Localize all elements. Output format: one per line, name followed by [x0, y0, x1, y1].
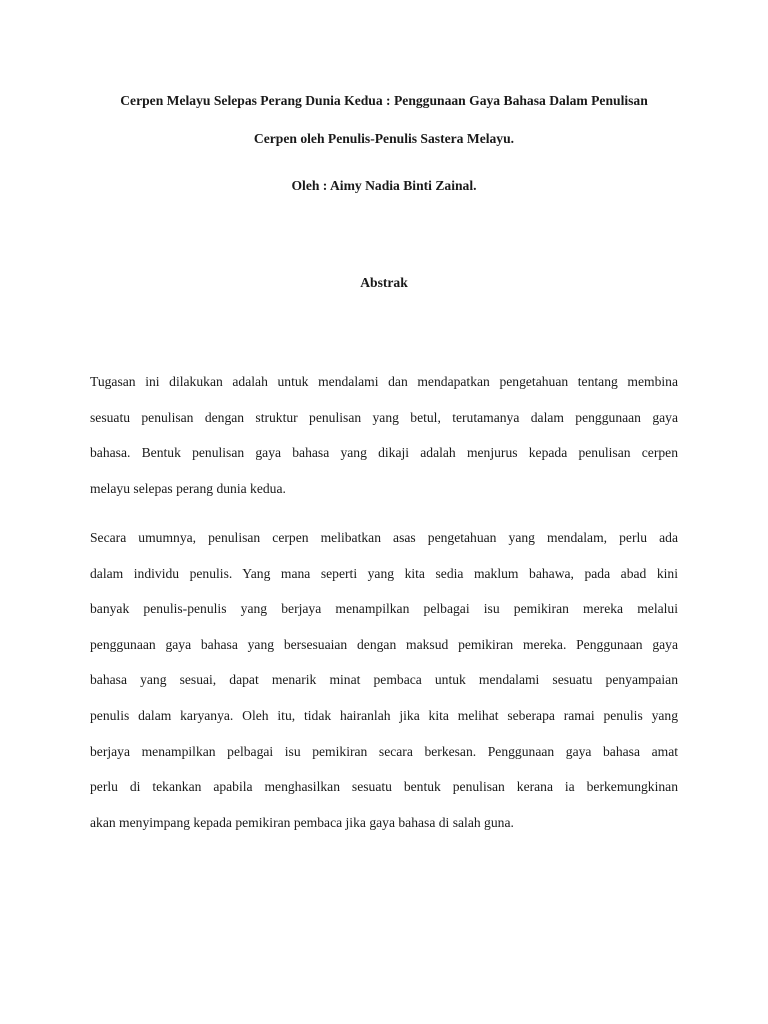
paragraph-line: penulis dalam karyanya. Oleh itu, tidak hairanlah jika kita melihat seberapa ramai penulis yang [90, 707, 678, 723]
abstract-paragraph-1 [90, 364, 678, 506]
paragraph-line: Tugasan ini dilakukan adalah untuk mendalami dan mendapatkan pengetahuan tentang membina [90, 374, 678, 389]
paragraph-line: akan menyimpang kepada pemikiran pembaca jika gaya bahasa di salah guna. [90, 814, 514, 830]
paragraph-line: perlu di tekankan apabila menghasilkan sesuatu bentuk penulisan kerana ia berkemungkinan [90, 779, 678, 795]
paragraph-line: bahasa. Bentuk penulisan gaya bahasa yang dikaji adalah menjurus kepada penulisan cerpen [90, 445, 678, 461]
paragraph-line: bahasa yang sesuai, dapat menarik minat pembaca untuk mendalami sesuatu penyampaian [90, 672, 678, 688]
paragraph-line: dalam individu penulis. Yang mana seperti yang kita sedia maklum bahawa, pada abad kini [90, 565, 678, 581]
paragraph-line: Secara umumnya, penulisan cerpen melibatkan asas pengetahuan yang mendalam, perlu ada [90, 530, 678, 545]
abstract-heading: Abstrak [360, 275, 408, 290]
paragraph-line: sesuatu penulisan dengan struktur penulisan yang betul, terutamanya dalam penggunaan gaya [90, 409, 678, 425]
abstract-paragraph-2 [90, 520, 678, 840]
document-author: Oleh : Aimy Nadia Binti Zainal. [291, 178, 477, 193]
document-title-line-1: Cerpen Melayu Selepas Perang Dunia Kedua : Penggunaan Gaya Bahasa Dalam Penulisan [120, 93, 648, 108]
document-title-line-2: Cerpen oleh Penulis-Penulis Sastera Melayu. [253, 131, 515, 146]
paragraph-line: berjaya menampilkan pelbagai isu pemikiran secara berkesan. Penggunaan gaya bahasa amat [90, 743, 678, 759]
paragraph-line: melayu selepas perang dunia kedua. [90, 480, 286, 496]
paragraph-line: penggunaan gaya bahasa yang bersesuaian dengan maksud pemikiran mereka. Penggunaan gaya [90, 636, 678, 652]
paragraph-line: banyak penulis-penulis yang berjaya menampilkan pelbagai isu pemikiran mereka melalui [90, 601, 678, 617]
